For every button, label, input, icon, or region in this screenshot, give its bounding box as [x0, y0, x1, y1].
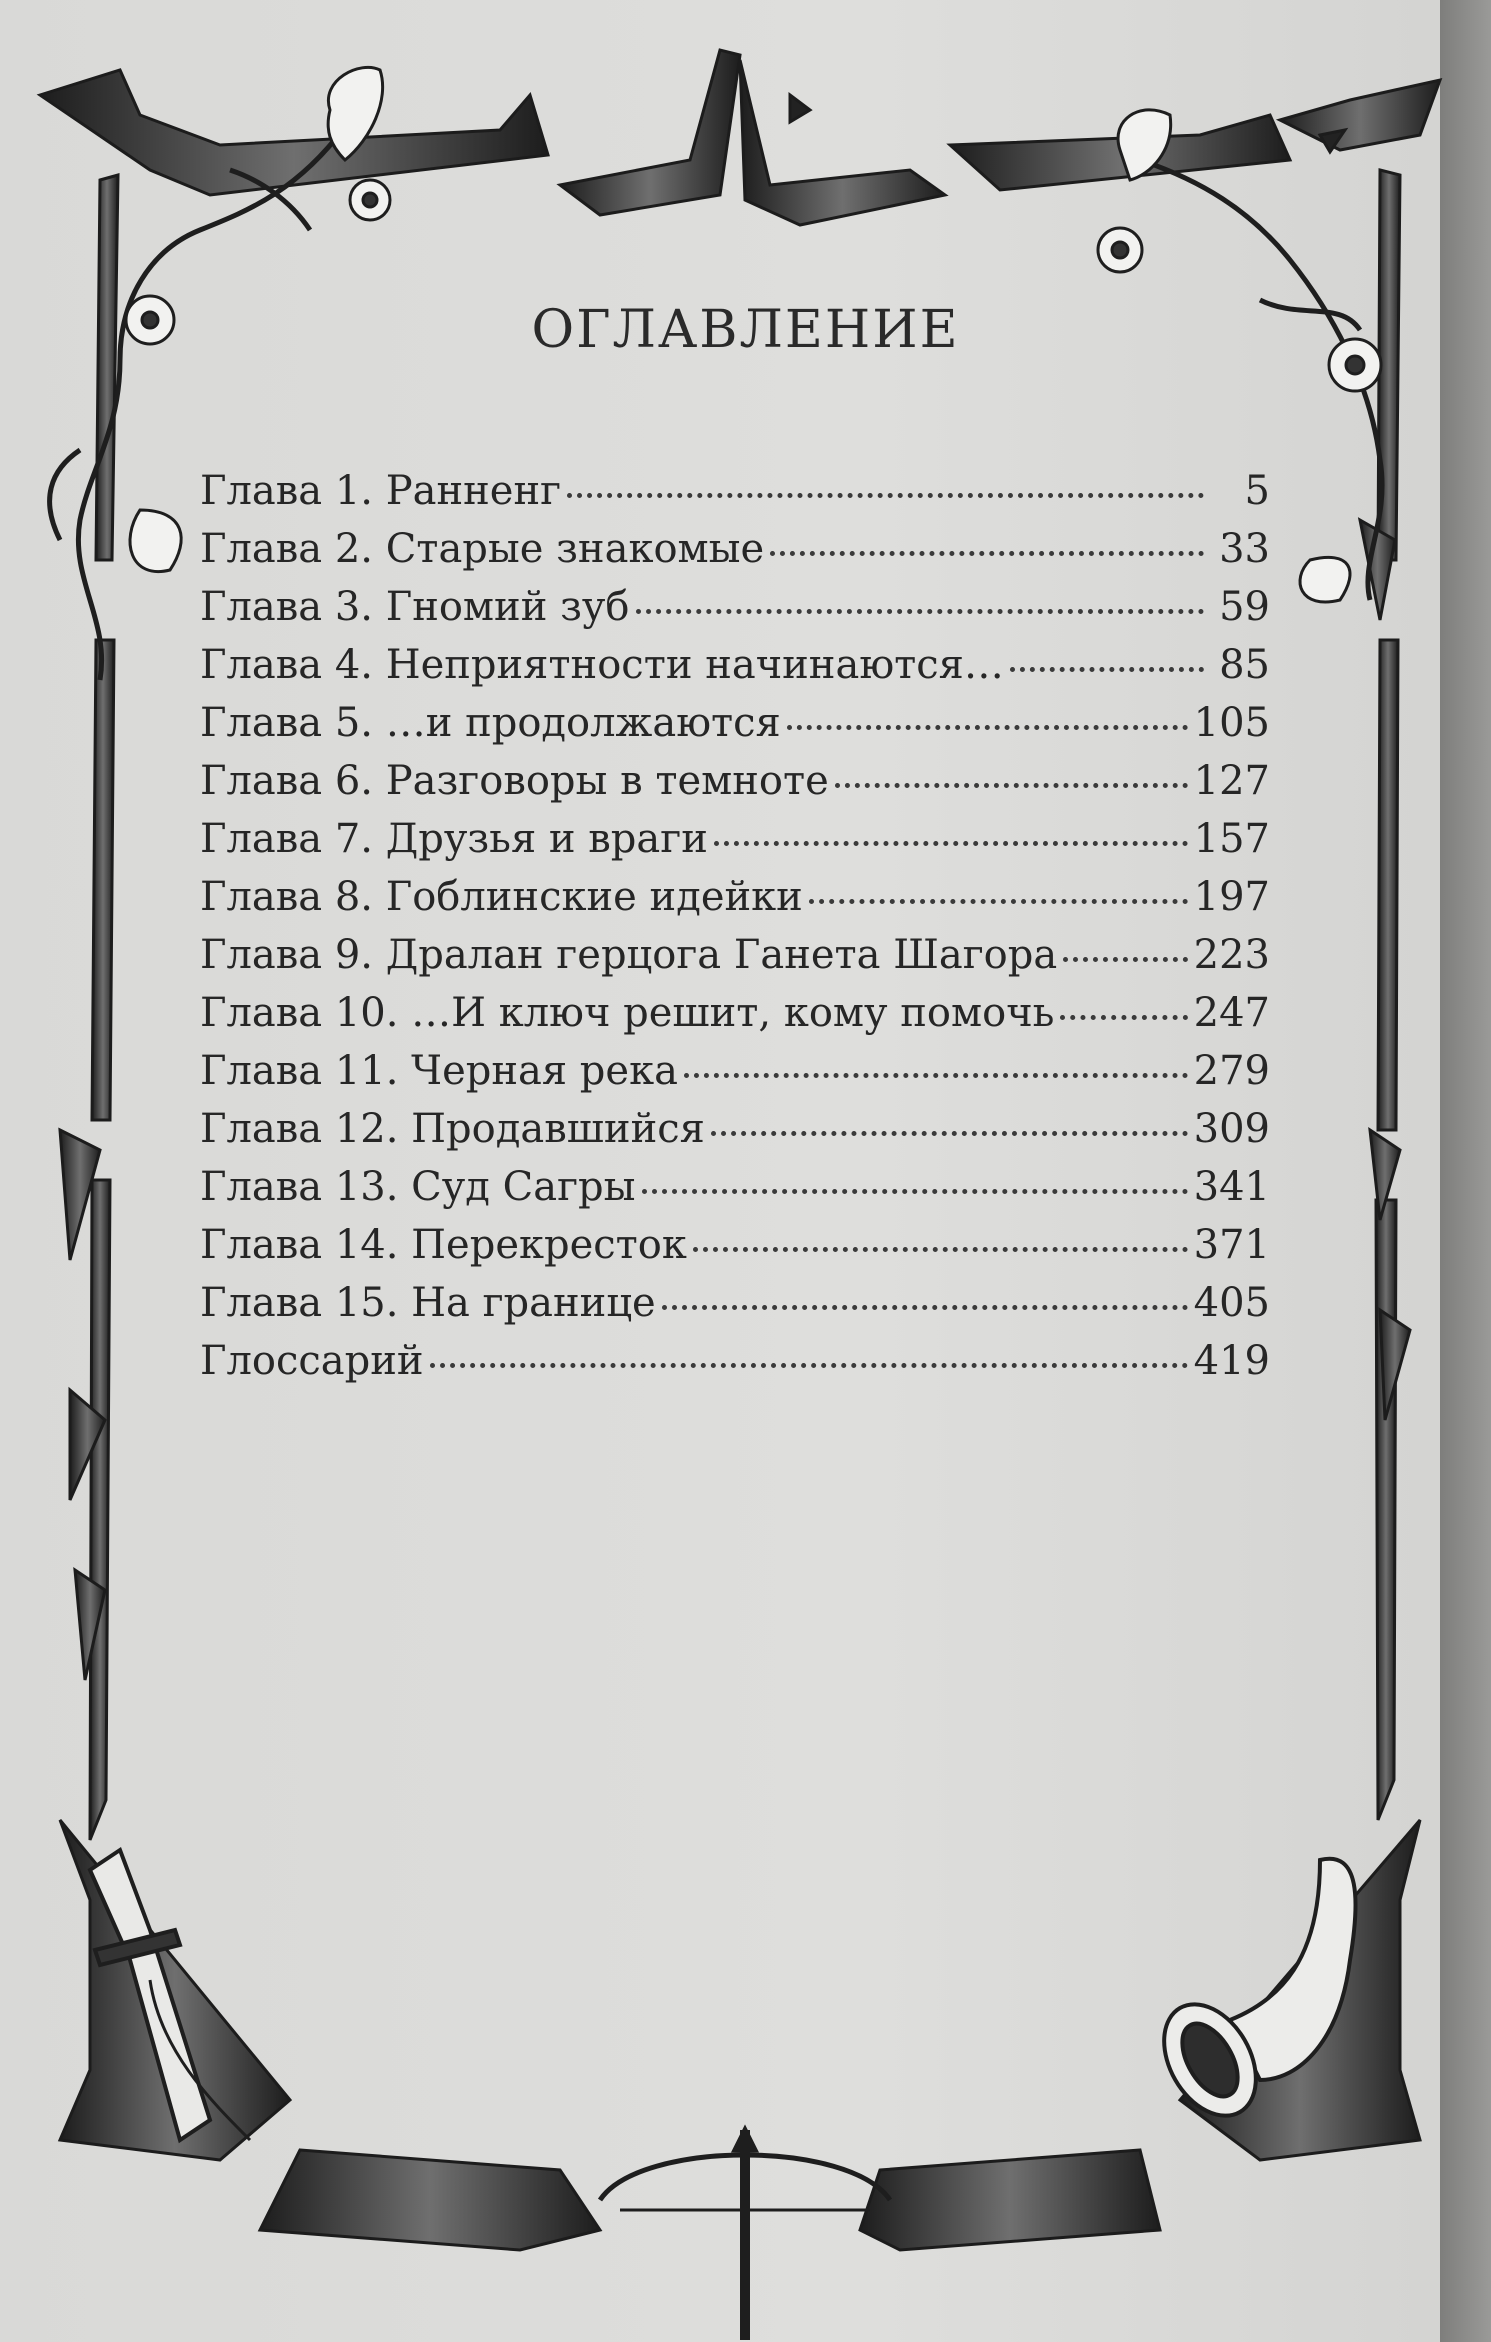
toc-entry [200, 1222, 1270, 1280]
top-frame [40, 50, 1440, 225]
toc-entry-page-number: 197 [1193, 874, 1270, 920]
toc-entry [200, 642, 1270, 700]
toc-entry-page-number: 279 [1193, 1048, 1270, 1094]
dot-leader [770, 551, 1204, 556]
crossbow-icon [600, 2130, 890, 2340]
dot-leader [1063, 957, 1187, 962]
dot-leader [567, 493, 1204, 498]
toc-entry-label: Глава 13. Суд Сагры [200, 1164, 636, 1210]
dot-leader [636, 609, 1204, 614]
toc-entry-page-number: 405 [1193, 1280, 1270, 1326]
toc-entry-page-number: 341 [1193, 1164, 1270, 1210]
toc-entry [200, 1338, 1270, 1396]
toc-entry-page-number: 157 [1193, 816, 1270, 862]
toc-entry-page-number: 127 [1193, 758, 1270, 804]
toc-entry-label: Глава 8. Гоблинские идейки [200, 874, 803, 920]
toc-entry-label: Глава 10. …И ключ решит, кому помочь [200, 990, 1055, 1036]
toc-entry-page-number: 105 [1193, 700, 1270, 746]
toc-entry [200, 526, 1270, 584]
toc-entry [200, 700, 1270, 758]
table-of-contents [200, 468, 1270, 1396]
dot-leader [835, 783, 1188, 788]
toc-entry-label: Глава 11. Черная река [200, 1048, 678, 1094]
toc-entry [200, 1164, 1270, 1222]
toc-entry-label: Глоссарий [200, 1338, 424, 1384]
dot-leader [662, 1305, 1188, 1310]
toc-entry [200, 932, 1270, 990]
toc-entry-page-number: 59 [1219, 584, 1270, 630]
toc-entry-label: Глава 9. Дралан герцога Ганета Шагора [200, 932, 1058, 978]
toc-entry-label: Глава 15. На границе [200, 1280, 656, 1326]
toc-entry-page-number: 419 [1193, 1338, 1270, 1384]
toc-entry-label: Глава 5. …и продолжаются [200, 700, 781, 746]
dot-leader [693, 1247, 1188, 1252]
dot-leader [684, 1073, 1188, 1078]
toc-entry-page-number: 223 [1193, 932, 1270, 978]
dot-leader [711, 1131, 1188, 1136]
dot-leader [809, 899, 1188, 904]
toc-entry [200, 758, 1270, 816]
toc-entry [200, 584, 1270, 642]
toc-entry [200, 468, 1270, 526]
toc-entry-label: Глава 6. Разговоры в темноте [200, 758, 829, 804]
dot-leader [714, 841, 1188, 846]
page-title: ОГЛАВЛЕНИЕ [531, 300, 960, 360]
dot-leader [642, 1189, 1188, 1194]
dot-leader [1060, 1015, 1187, 1020]
toc-entry-page-number: 371 [1193, 1222, 1270, 1268]
toc-entry-page-number: 33 [1219, 526, 1270, 572]
toc-entry-label: Глава 7. Друзья и враги [200, 816, 708, 862]
toc-entry-label: Глава 4. Неприятности начинаются… [200, 642, 1004, 688]
right-frame [1360, 170, 1410, 1820]
toc-entry-label: Глава 3. Гномий зуб [200, 584, 630, 630]
toc-entry-label: Глава 12. Продавшийся [200, 1106, 705, 1152]
dot-leader [1010, 667, 1204, 672]
toc-entry [200, 816, 1270, 874]
toc-entry-page-number: 85 [1219, 642, 1270, 688]
toc-entry [200, 1048, 1270, 1106]
toc-entry [200, 874, 1270, 932]
toc-entry [200, 990, 1270, 1048]
toc-entry-page-number: 309 [1193, 1106, 1270, 1152]
toc-entry-label: Глава 2. Старые знакомые [200, 526, 765, 572]
toc-entry-label: Глава 14. Перекресток [200, 1222, 687, 1268]
dot-leader [430, 1363, 1188, 1368]
dot-leader [787, 725, 1188, 730]
toc-entry [200, 1280, 1270, 1338]
toc-entry-label: Глава 1. Ранненг [200, 468, 562, 514]
toc-entry [200, 1106, 1270, 1164]
toc-entry-page-number: 247 [1193, 990, 1270, 1036]
toc-entry-page-number: 5 [1244, 468, 1270, 514]
